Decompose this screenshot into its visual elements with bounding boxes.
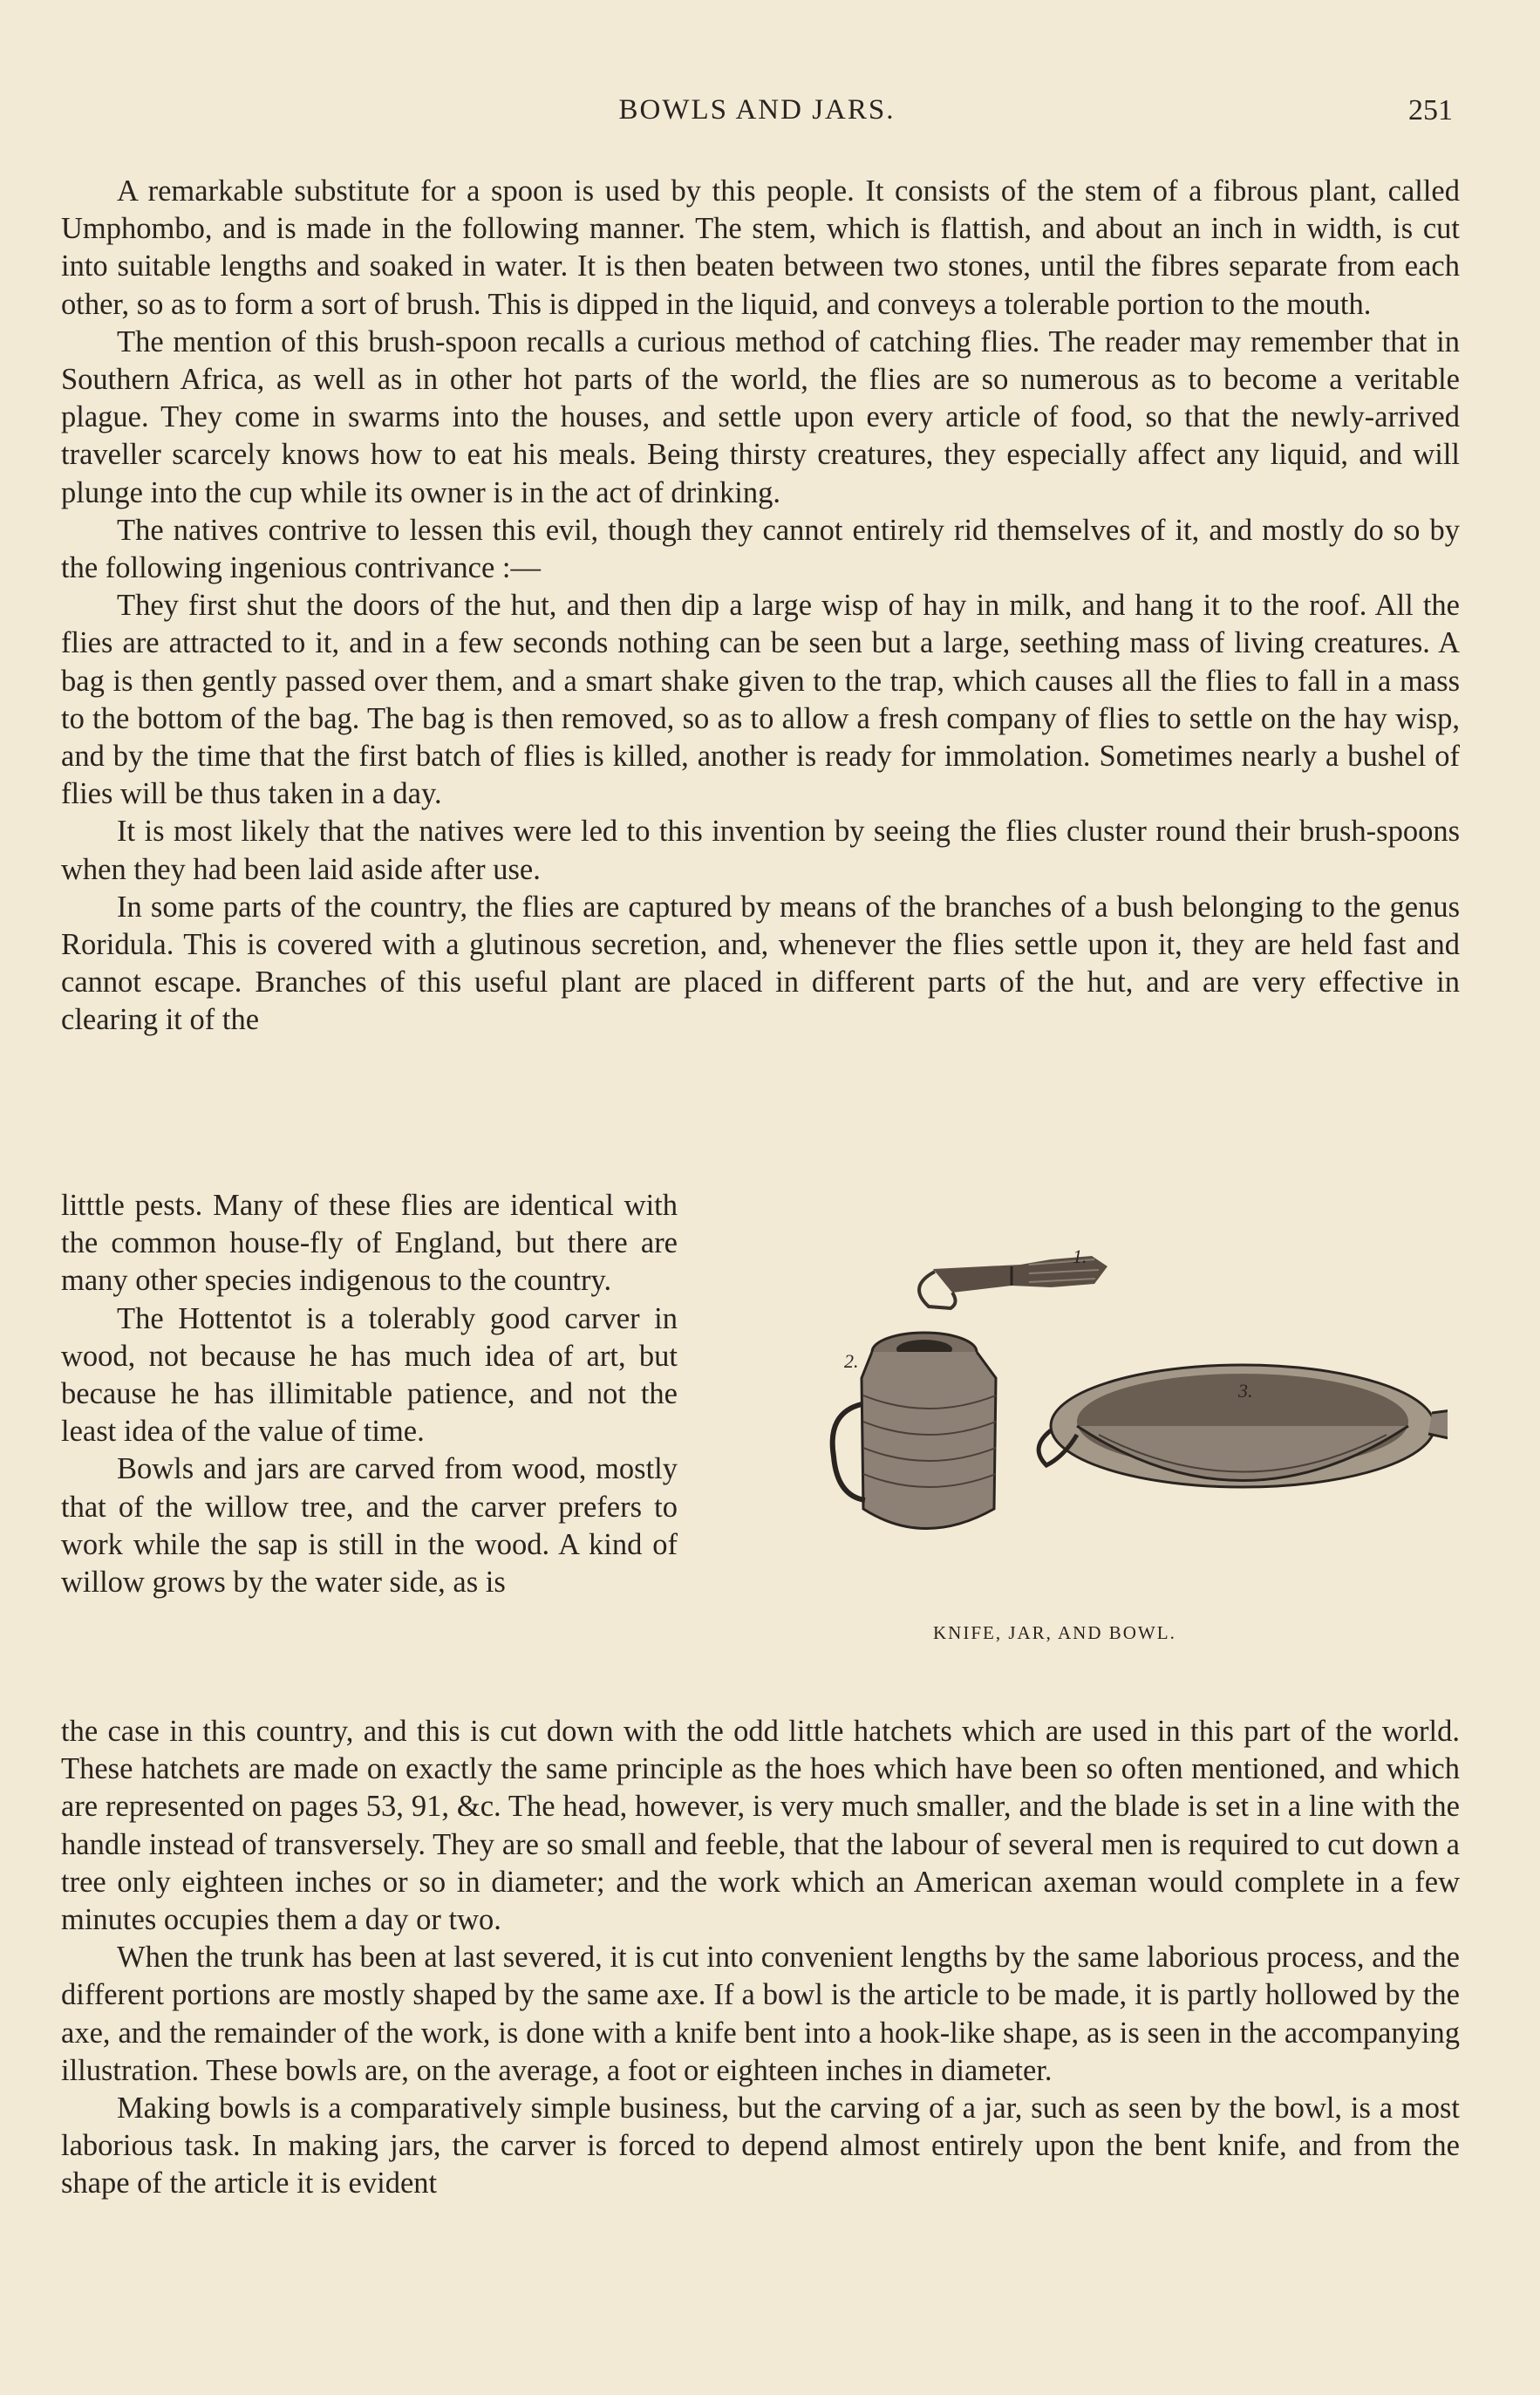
paragraph: A remarkable substitute for a spoon is used by this people. It consists of the stem of a fibrous plant, called Umphombo, and is made in the following manner. The stem, which is flattish, and about an inch in width, is cut into suitable lengths and soaked in water. It is then beaten between two stones, until the fibres separate from each other, so as to form a sort of brush. This is dipped in the liquid, and conveys a tolerable portion to the mouth.	[61, 174, 1460, 321]
paragraph: the case in this country, and this is cut down with the odd little hatchets which are used in this part of the world. These hatchets are made on exactly the same principle as the hoes which have been so often mentioned, and which are represented on pages 53, 91, &c. The head, however, is very much smaller, and the blade is set in a line with the handle instead of transversely. They are so small and feeble, that the labour of several men is required to cut down a tree only eighteen inches or so in diameter; and the work which an American axeman would complete in a few minutes occupies them a day or two.	[61, 1715, 1460, 1937]
paragraph: Making bowls is a comparatively simple business, but the carving of a jar, such as seen by the bowl, is a most laborious task. In making jars, the carver is forced to depend almost entirely upon the bent knife, and from the shape of the article it is evident	[61, 2091, 1460, 2201]
page-header	[61, 91, 1453, 134]
running-head: BOWLS AND JARS.	[618, 94, 896, 126]
text-block-bottom	[61, 1713, 1460, 2203]
paragraph: It is most likely that the natives were led to this invention by seeing the flies cluster round their brush-spoons when they had been laid aside after use.	[61, 815, 1460, 886]
paragraph: In some parts of the country, the flies are captured by means of the branches of a bush belonging to the genus Roridula. This is covered with a glutinous secretion, and, whenever the flies settle upon it, they are held fast and cannot escape. Branches of this useful plant are placed in different parts of the hut, and are very effective in clearing it of the	[61, 890, 1460, 1037]
paragraph: Bowls and jars are carved from wood, mostly that of the willow tree, and the carver prefers to work while the sap is still in the wood. A kind of willow grows by the water side, as is	[61, 1452, 678, 1600]
paragraph: The mention of this brush-spoon recalls a curious method of catching flies. The reader may remember that in Southern Africa, as well as in other hot parts of the world, the flies are so numerous as to become a veritable plague. They come in swarms into the houses, and settle upon every article of food, so that the newly-arrived traveller scarcely knows how to eat his meals. Being thirsty creatures, they especially affect any liquid, and will plunge into the cup while its owner is in the act of drinking.	[61, 324, 1460, 509]
paragraph: litttle pests. Many of these flies are identical with the common house-fly of England, but there are many other species indigenous to the country.	[61, 1189, 678, 1298]
figure-label-1: 1.	[1073, 1245, 1087, 1267]
paragraph: The natives contrive to lessen this evil, though they cannot entirely rid themselves of it, and mostly do so by the following ingenious contrivance :—	[61, 513, 1460, 585]
paragraph: The Hottentot is a tolerably good carver in wood, not because he has much idea of art, but because he has illimitable patience, and not the least idea of the value of time.	[61, 1301, 678, 1449]
illustration	[750, 1247, 1448, 1657]
knife-jar-bowl-engraving	[750, 1247, 1448, 1622]
paragraph: They first shut the doors of the hut, and then dip a large wisp of hay in milk, and hang it to the roof. All the flies are attracted to it, and in a few seconds nothing can be seen but a large, seething mass of living creatures. A bag is then gently passed over them, and a smart shake given to the trap, which causes all the flies to fall in a mass to the bottom of the bag. The bag is then removed, so as to allow a fresh company of flies to settle on the hay wisp, and by the time that the first batch of flies is killed, another is ready for immolation. Sometimes nearly a bushel of flies will be thus taken in a day.	[61, 589, 1460, 811]
figure-label-3: 3.	[1238, 1380, 1253, 1402]
page-number: 251	[1408, 94, 1453, 126]
paragraph: When the trunk has been at last severed, it is cut into convenient lengths by the same laborious process, and the different portions are mostly shaped by the same axe. If a bowl is the article to be made, it is partly hollowed by the axe, and the remainder of the work, is done with a knife bent into a hook-like shape, as is seen in the accompanying illustration. These bowls are, on the average, a foot or eighteen inches in diameter.	[61, 1941, 1460, 2087]
figure-label-2: 2.	[844, 1350, 859, 1372]
figure-caption: KNIFE, JAR, AND BOWL.	[933, 1622, 1176, 1643]
text-block-side	[61, 1187, 678, 1601]
text-block-top	[61, 173, 1460, 1040]
